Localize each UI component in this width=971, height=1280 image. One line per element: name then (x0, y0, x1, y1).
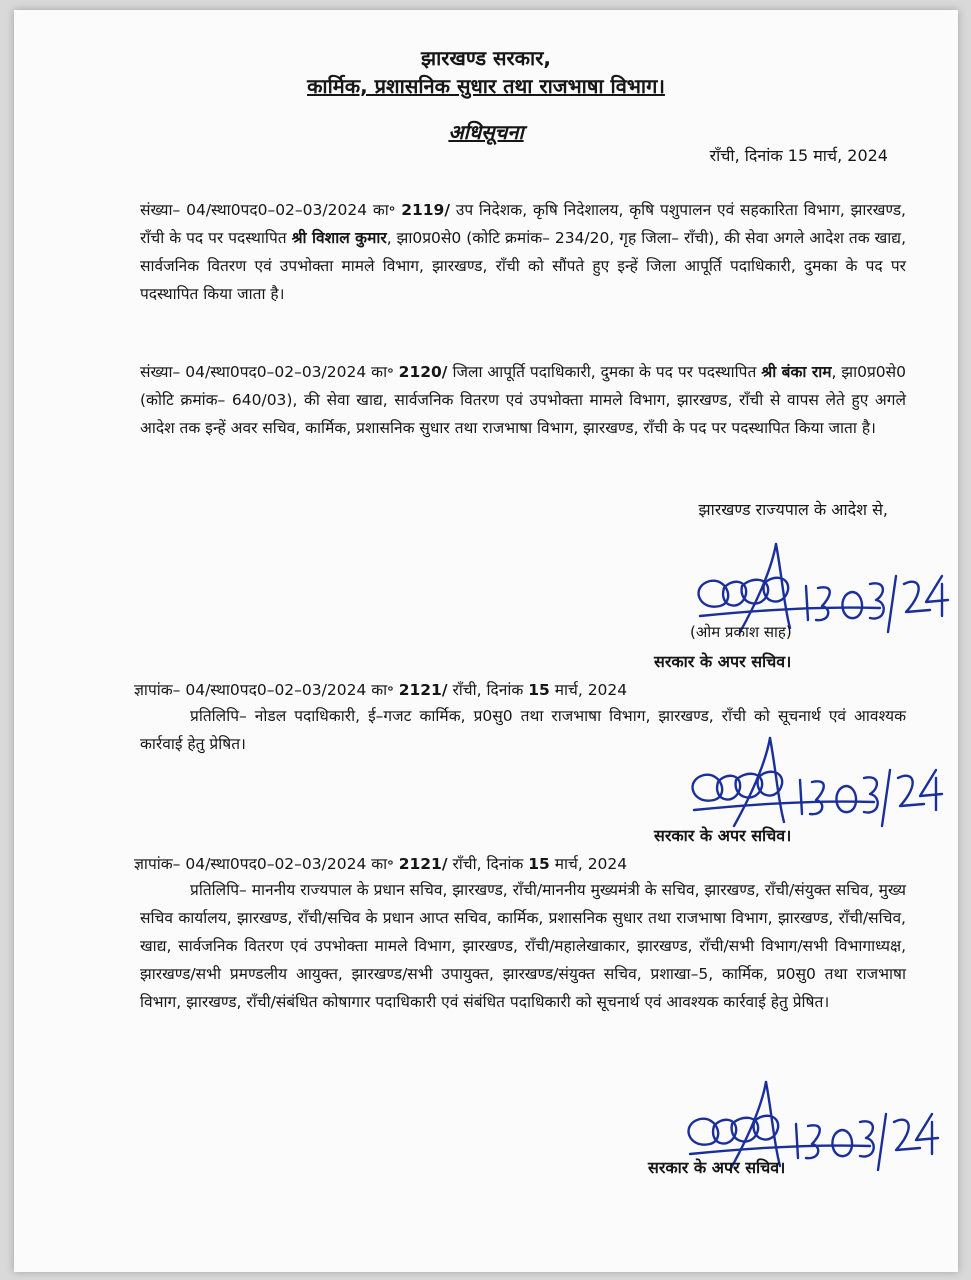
governor-order-line: झारखण्ड राज्यपाल के आदेश से, (698, 500, 888, 519)
designation-label: सरकार के अपर सचिव। (654, 652, 792, 671)
notification-text: जिला आपूर्ति पदाधिकारी, दुमका के पद पर पदस्थापित (447, 363, 762, 381)
signature-image (680, 536, 950, 636)
designation-label: सरकार के अपर सचिव। (654, 826, 792, 845)
memo-copy-paragraph-1: प्रतिलिपि– नोडल पदाधिकारी, ई–गजट कार्मिक, प्र0सु0 तथा राजभाषा विभाग, झारखण्ड, राँची को सूचनार्थ एवं आवश्यक कार्रवाई हेतु प्रेषित। (140, 707, 906, 753)
designation-label: सरकार के अपर सचिव। (648, 1158, 786, 1177)
reference-prefix: संख्या– 04/स्था0पद0–02–03/2024 का॰ (140, 363, 394, 381)
memo-date-text: राँची, दिनांक (447, 681, 529, 699)
signature-image (674, 730, 944, 830)
place-date: राँची, दिनांक 15 मार्च, 2024 (709, 146, 888, 165)
notification-text: उप निदेशक, कृषि निदेशालय, कृषि पशुपालन एवं सहकारिता विभाग, झारखण्ड, राँची के पद पर पदस्थापित (140, 201, 906, 247)
government-header: झारखण्ड सरकार, (420, 46, 552, 70)
reference-number: 2120/ (398, 363, 448, 381)
memo-reference-2 (134, 852, 627, 874)
memo-date-day: 15 (528, 681, 550, 699)
notification-paragraph-2 (140, 358, 906, 442)
document-page (14, 10, 958, 1272)
notification-text: , झा0प्र0से0 (कोटि क्रमांक– 640/03), की सेवा खाद्य, सार्वजनिक वितरण एवं उपभोक्ता मामले विभाग, झारखण्ड, राँची से वापस लेते हुए अगले आदेश तक इन्हें अवर सचिव, कार्मिक, प्रशासनिक सुधार तथा राजभाषा विभाग, झारखण्ड, राँची के पद पर पदस्थापित किया जाता है। (140, 363, 906, 437)
memo-date-text: मार्च, 2024 (549, 855, 628, 873)
memo-copy-paragraph-2: प्रतिलिपि– माननीय राज्यपाल के प्रधान सचिव, झारखण्ड, राँची/माननीय मुख्यमंत्री के सचिव, झारखण्ड, राँची/संयुक्त सचिव, मुख्य सचिव कार्यालय, झारखण्ड, राँची/सचिव के प्रधान आप्त सचिव, कार्मिक, प्रशासनिक सुधार तथा राजभाषा विभाग, झारखण्ड, राँची/सचिव, खाद्य, सार्वजनिक वितरण एवं उपभोक्ता मामले विभाग, झारखण्ड, राँची/महालेखाकार, झारखण्ड, राँची/सभी विभाग/सभी विभागाध्यक्ष, झारखण्ड/सभी प्रमण्डलीय आयुक्त, झारखण्ड/सभी उपायुक्त, झारखण्ड/संयुक्त सचिव, प्रशाखा–5, कार्मिक, प्र0सु0 तथा राजभाषा विभाग, झारखण्ड, राँची/संबंधित कोषागार पदाधिकारी एवं संबंधित पदाधिकारी को सूचनार्थ एवं आवश्यक कार्रवाई हेतु प्रेषित। (140, 881, 906, 1011)
signatory-name: (ओम प्रकाश साह) (690, 623, 792, 641)
officer-name: श्री विशाल कुमार (291, 229, 387, 247)
memo-date-text: मार्च, 2024 (549, 681, 628, 699)
memo-date-text: राँची, दिनांक (447, 855, 529, 873)
memo-number: 2121/ (398, 855, 448, 873)
reference-prefix: संख्या– 04/स्था0पद0–02–03/2024 का॰ (140, 201, 396, 219)
memo-reference-1 (134, 678, 627, 700)
memo-prefix: ज्ञापांक– 04/स्था0पद0–02–03/2024 का॰ (134, 855, 394, 873)
memo-prefix: ज्ञापांक– 04/स्था0पद0–02–03/2024 का॰ (134, 681, 394, 699)
officer-name: श्री बंका राम (761, 363, 832, 381)
reference-number: 2119/ (401, 201, 451, 219)
notification-paragraph-1 (140, 196, 906, 308)
department-header: कार्मिक, प्रशासनिक सुधार तथा राजभाषा विभाग। (307, 74, 665, 98)
notification-title: अधिसूचना (448, 120, 524, 144)
notification-text: , झा0प्र0से0 (कोटि क्रमांक– 234/20, गृह जिला– राँची), की सेवा अगले आदेश तक खाद्य, सार्वजनिक वितरण एवं उपभोक्ता मामले विभाग, झारखण्ड, राँची को सौंपते हुए इन्हें जिला आपूर्ति पदाधिकारी, दुमका के पद पर पदस्थापित किया जाता है। (140, 229, 906, 303)
memo-number: 2121/ (398, 681, 448, 699)
memo-date-day: 15 (528, 855, 550, 873)
